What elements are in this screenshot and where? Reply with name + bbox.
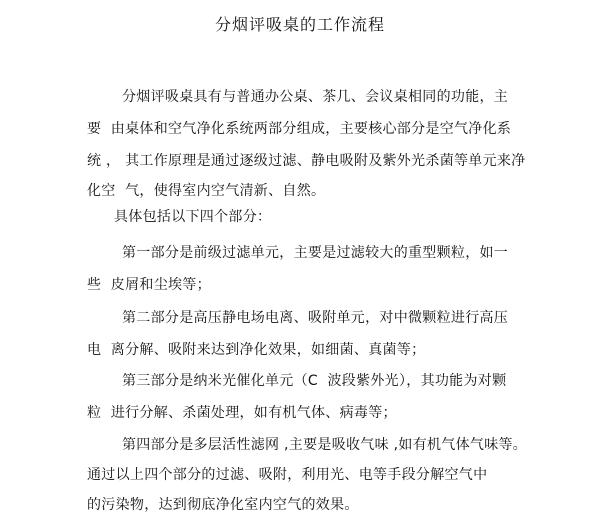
paragraph-line: 统 ， 其工作原理是通过逐级过滤、静电吸附及紫外光杀菌等单元来净 — [87, 153, 526, 169]
paragraph-line: 第三部分是纳米光催化单元（C 波段紫外光），其功能为对颗 — [122, 373, 507, 389]
paragraph-line: 电 离分解、吸附来达到净化效果，如细菌、真菌等； — [87, 342, 426, 358]
paragraph-line: 通过以上四个部分的过滤、吸附，利用光、电等手段分解空气中 — [87, 467, 488, 483]
document-title: 分烟评吸桌的工作流程 — [214, 15, 385, 34]
paragraph-line: 的污染物，达到彻底净化室内空气的效果。 — [87, 497, 359, 513]
paragraph-line: 具体包括以下四个部分： — [114, 209, 272, 225]
paragraph-line: 要 由桌体和空气净化系统两部分组成，主要核心部分是空气净化系 — [87, 121, 512, 137]
paragraph-line: 些 皮屑和尘埃等； — [87, 277, 211, 293]
paragraph-line: 第二部分是高压静电场电离、吸附单元，对中微颗粒进行高压 — [122, 310, 509, 326]
paragraph-line: 化空 气，使得室内空气清新、自然。 — [87, 183, 326, 199]
paragraph-line: 粒 进行分解、杀菌处理，如有机气体、病毒等； — [87, 405, 397, 421]
paragraph-line: 第一部分是前级过滤单元，主要是过滤较大的重型颗粒，如一 — [122, 245, 509, 261]
paragraph-line: 分烟评吸桌具有与普通办公桌、茶几、会议桌相同的功能，主 — [122, 89, 509, 105]
paragraph-line: 第四部分是多层活性滤网 ,主要是吸收气味 ,如有机气体气味等。 — [122, 437, 528, 453]
